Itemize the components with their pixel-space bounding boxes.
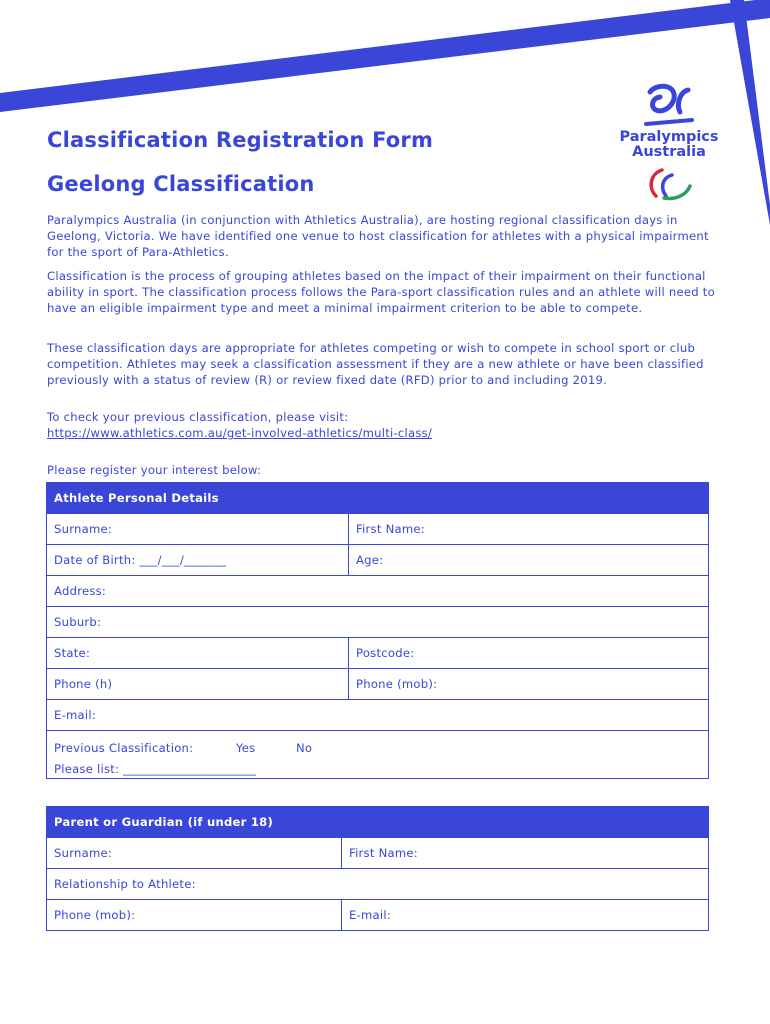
athlete-age-field[interactable]: Age: [349, 545, 709, 576]
athlete-surname-field[interactable]: Surname: [47, 514, 349, 545]
previous-classification-label: Previous Classification: [54, 741, 194, 755]
athlete-postcode-field[interactable]: Postcode: [349, 638, 709, 669]
logo-brand-line2: Australia [632, 144, 706, 160]
athlete-phone-home-field[interactable]: Phone (h) [47, 669, 349, 700]
page-title: Classification Registration Form [47, 128, 434, 152]
athlete-email-field[interactable]: E-mail: [47, 700, 709, 731]
guardian-surname-field[interactable]: Surname: [47, 838, 342, 869]
previous-classification-no-option[interactable]: No [296, 741, 313, 755]
athlete-state-field[interactable]: State: [47, 638, 349, 669]
check-classification-block [47, 409, 727, 441]
athlete-dob-field[interactable]: Date of Birth: ___/___/_______ [47, 545, 349, 576]
athlete-details-header: Athlete Personal Details [47, 483, 709, 514]
paralympics-swirl-icon [606, 80, 732, 130]
guardian-phone-mobile-field[interactable]: Phone (mob): [47, 900, 342, 931]
paralympics-australia-logo [606, 80, 732, 208]
guardian-details-header: Parent or Guardian (if under 18) [47, 807, 709, 838]
intro-paragraph: Paralympics Australia (in conjunction with Athletics Australia), are hosting regional classification days in Geelong, Victoria. We have identified one venue to host classification for athletes with a physical impairment for the sport of Para-Athletics. [47, 213, 709, 260]
agitos-icon [644, 166, 696, 202]
previous-classification-yes-option[interactable]: Yes [236, 741, 256, 755]
guardian-email-field[interactable]: E-mail: [342, 900, 709, 931]
previous-classification-list-field[interactable]: Please list: ______________________ [54, 762, 257, 776]
check-classification-text: To check your previous classification, please visit: [47, 410, 349, 424]
athlete-phone-mobile-field[interactable]: Phone (mob): [349, 669, 709, 700]
guardian-details-table [46, 806, 709, 931]
guardian-relationship-field[interactable]: Relationship to Athlete: [47, 869, 709, 900]
athlete-suburb-field[interactable]: Suburb: [47, 607, 709, 638]
classification-paragraph: Classification is the process of grouping athletes based on the impact of their impairment on their functional ability in sport. The classification process follows the Para-sport classification rules and an athlete will need to have an eligible impairment type and meet a minimal impairment criterion to be able to compete. [47, 269, 715, 316]
page-subtitle: Geelong Classification [47, 172, 315, 196]
athlete-first-name-field[interactable]: First Name: [349, 514, 709, 545]
register-prompt: Please register your interest below: [47, 463, 262, 477]
eligibility-paragraph: These classification days are appropriate for athletes competing or wish to compete in school sport or club competition. Athletes may seek a classification assessment if they are a new athlete or have been classified previously with a status of review (R) or review fixed date (RFD) prior to and including 2019. [47, 341, 704, 388]
athlete-details-table [46, 482, 709, 779]
athletics-multiclass-link[interactable]: https://www.athletics.com.au/get-involved-athletics/multi-class/ [47, 426, 433, 441]
previous-classification-field[interactable] [47, 731, 709, 779]
athlete-address-field[interactable]: Address: [47, 576, 709, 607]
guardian-first-name-field[interactable]: First Name: [342, 838, 709, 869]
logo-brand-line1: Paralympics [619, 129, 719, 145]
